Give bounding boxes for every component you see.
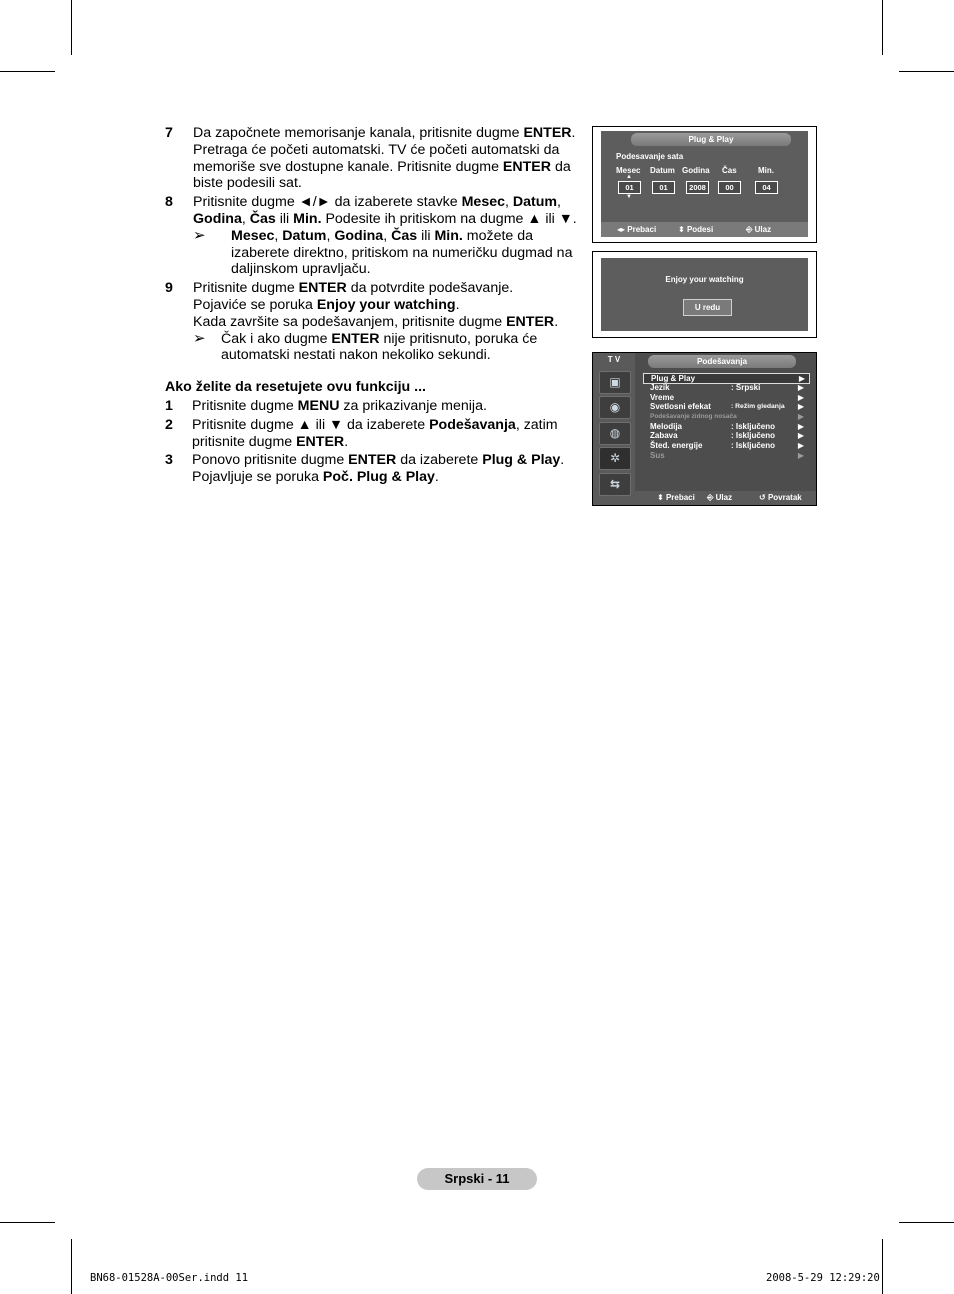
down-arrow-icon: ▼ — [626, 194, 632, 200]
step-number: 3 — [165, 452, 173, 469]
menu-item-label: Melodija — [650, 422, 683, 431]
label-cas: Čas — [722, 166, 737, 175]
value-min[interactable]: 04 — [755, 181, 778, 194]
step-9 — [165, 280, 590, 364]
channel-icon[interactable]: ◍ — [599, 422, 631, 445]
move-hint — [617, 222, 656, 237]
back-hint — [759, 491, 802, 505]
return-icon: ↺ — [759, 493, 766, 502]
menu-item-value: : Isključeno — [731, 431, 776, 440]
step-number: 2 — [165, 416, 173, 433]
screen-footer — [601, 222, 808, 237]
step-text: Da započnete memorisanje kanala, pritisnite dugme ENTER. Pretraga će početi automatski. TV će početi automatski da memoriše sve dostupne kanale. Pritisnite dugme ENTER da biste podesili sat. — [193, 125, 576, 192]
side-panel — [593, 353, 635, 505]
menu-item[interactable] — [643, 412, 808, 422]
note-arrow-icon: ➢ — [193, 329, 206, 347]
step-text: Pritisnite dugme ◄/► da izaberete stavke Mesec, Datum, Godina, Čas ili Min. Podesite ih pritiskom na dugme ▲ ili ▼. — [193, 194, 577, 227]
settings-menu-list — [643, 373, 808, 473]
slug-file: BN68-01528A-00Ser.indd 11 — [90, 1272, 249, 1284]
move-label: Prebaci — [665, 493, 695, 502]
menu-footer — [635, 491, 816, 505]
menu-title: Podešavanja — [648, 355, 796, 368]
crop-mark — [71, 1239, 72, 1294]
step-text: Pritisnite dugme ▲ ili ▼ da izaberete Podešavanja, zatim pritisnite dugme ENTER. — [192, 416, 558, 450]
note-arrow-icon: ➢ — [193, 226, 206, 244]
submenu-arrow-icon: ▶ — [797, 402, 804, 411]
clock-heading: Podesavanje sata — [616, 152, 684, 161]
value-godina[interactable]: 2008 — [686, 181, 709, 194]
label-min: Min. — [758, 166, 774, 175]
step-8 — [165, 194, 590, 278]
menu-item-label: Zabava — [650, 431, 678, 440]
submenu-arrow-icon: ▶ — [797, 412, 804, 421]
menu-item-value: : Isključeno — [731, 441, 776, 450]
step-text: Pritisnite dugme MENU za prikazivanje menija. — [192, 397, 487, 414]
left-right-arrows-icon: ◂▸ — [617, 225, 626, 234]
value-datum[interactable]: 01 — [652, 181, 675, 194]
menu-item-value: : Srpski — [731, 383, 761, 392]
enter-icon: ⎆ — [746, 225, 753, 234]
step-number: 9 — [165, 280, 173, 297]
submenu-arrow-icon: ▶ — [797, 441, 804, 450]
note-text: Čak i ako dugme ENTER nije pritisnuto, poruka će automatski nestati nakon nekoliko sekundi. — [221, 330, 538, 364]
instructions-column — [165, 125, 590, 488]
input-icon[interactable]: ⇆ — [599, 473, 631, 496]
adjust-label: Podesi — [686, 225, 714, 234]
crop-mark — [0, 71, 55, 72]
enter-label: Ulaz — [754, 225, 772, 234]
reset-step-2 — [165, 417, 590, 451]
step-number: 8 — [165, 194, 173, 211]
adjust-hint — [678, 222, 713, 237]
crop-mark — [882, 1239, 883, 1294]
menu-item-label: Jezik — [650, 383, 670, 392]
reset-step-3 — [165, 452, 590, 486]
menu-item-label: Plug & Play — [651, 374, 696, 383]
submenu-arrow-icon: ▶ — [797, 431, 804, 440]
slug-date: 2008-5-29 12:29:20 — [766, 1272, 880, 1284]
crop-mark — [71, 0, 72, 55]
move-hint — [657, 491, 695, 505]
up-arrow-icon: ▲ — [626, 174, 632, 180]
menu-item-label: Svetlosni efekat — [650, 402, 711, 411]
settings-screenshot — [592, 352, 817, 506]
menu-item[interactable] — [643, 451, 808, 461]
ok-button[interactable]: U redu — [683, 299, 732, 316]
submenu-arrow-icon: ▶ — [797, 451, 804, 460]
crop-mark — [899, 1222, 954, 1223]
clock-setup-screen — [601, 131, 808, 237]
screen-title: Plug & Play — [631, 133, 791, 146]
enter-label: Ulaz — [715, 493, 733, 502]
tv-label: T V — [607, 355, 621, 364]
note — [193, 331, 590, 365]
step-number: 7 — [165, 125, 173, 141]
value-mesec[interactable]: 01 — [618, 181, 641, 194]
submenu-arrow-icon: ▶ — [797, 393, 804, 402]
page-number: Srpski - 11 — [417, 1168, 537, 1190]
menu-item[interactable] — [643, 441, 808, 451]
submenu-arrow-icon: ▶ — [798, 374, 805, 383]
enter-hint — [707, 491, 732, 505]
step-text: Ponovo pritisnite dugme ENTER da izaberete Plug & Play. Pojavljuje se poruka Poč. Plug & Play. — [192, 452, 565, 486]
label-datum: Datum — [650, 166, 675, 175]
crop-mark — [899, 71, 954, 72]
menu-item-label: Podešavanje zidnog nosača — [650, 413, 737, 420]
menu-item[interactable] — [643, 431, 808, 441]
move-label: Prebaci — [627, 225, 657, 234]
crop-mark — [0, 1222, 55, 1223]
message-screenshot — [592, 251, 817, 338]
submenu-arrow-icon: ▶ — [797, 383, 804, 392]
message-screen — [601, 258, 808, 331]
menu-item-label: Vreme — [650, 393, 675, 402]
menu-item-label: Šted. energije — [650, 441, 703, 450]
sound-icon[interactable]: ◉ — [599, 396, 631, 419]
menu-item-value: : Režim gledanja — [731, 403, 785, 410]
step-number: 1 — [165, 397, 173, 414]
settings-gear-icon[interactable]: ✲ — [599, 447, 631, 470]
value-cas[interactable]: 00 — [718, 181, 741, 194]
up-down-arrows-icon: ⬍ — [678, 225, 685, 234]
picture-icon[interactable]: ▣ — [599, 371, 631, 394]
step-text: Pritisnite dugme ENTER da potvrdite podešavanje. Pojaviće se poruka Enjoy your watching. Kada završite sa podešavanjem, pritisnite dugme ENTER. — [193, 280, 559, 330]
crop-mark — [882, 0, 883, 55]
menu-item[interactable] — [643, 383, 808, 393]
step-7 — [165, 125, 590, 192]
label-mesec: Mesec — [616, 166, 641, 175]
submenu-arrow-icon: ▶ — [797, 422, 804, 431]
reset-step-1 — [165, 398, 590, 415]
label-godina: Godina — [682, 166, 710, 175]
back-label: Povratak — [767, 493, 802, 502]
settings-screen — [593, 353, 816, 505]
up-down-arrows-icon: ⬍ — [657, 493, 664, 502]
menu-item[interactable] — [643, 402, 808, 412]
menu-item-value: : Isključeno — [731, 422, 776, 431]
menu-item-label: Sus — [650, 451, 665, 460]
enter-hint — [746, 222, 771, 237]
reset-heading: Ako želite da resetujete ovu funkciju ... — [165, 379, 426, 396]
enter-icon: ⎆ — [707, 493, 714, 502]
clock-setup-screenshot — [592, 126, 817, 243]
enjoy-message: Enjoy your watching — [665, 275, 744, 284]
note-text: Mesec, Datum, Godina, Čas ili Min. možete da izaberete direktno, pritiskom na numeričku dugmad na daljinskom upravljaču. — [231, 227, 573, 278]
note — [193, 228, 590, 278]
